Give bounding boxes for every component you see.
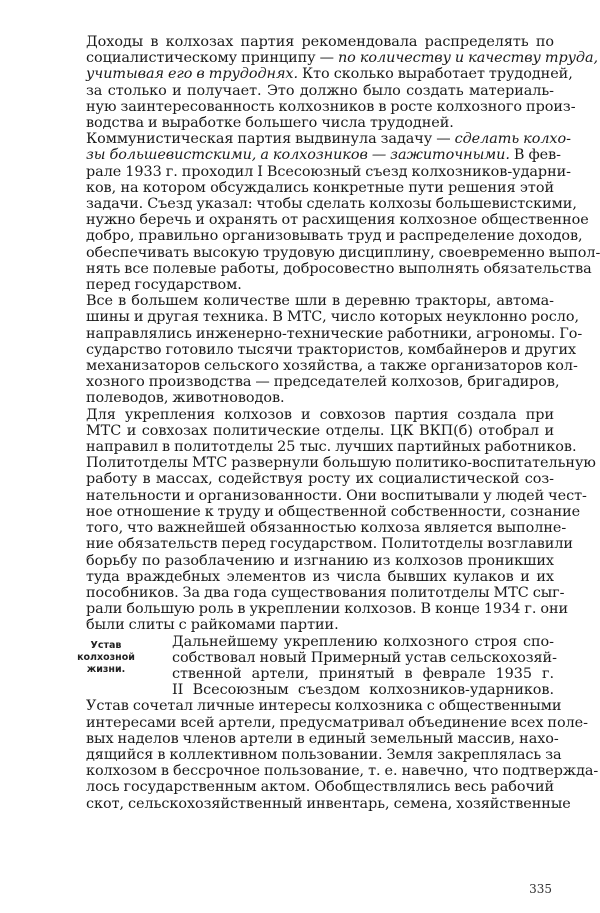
text-line: механизаторов сельского хозяйства, а также организаторов кол- bbox=[86, 358, 578, 375]
text-line: обеспечивать высокую трудовую дисциплину, своевременно выпол- bbox=[86, 244, 600, 261]
italic-emphasis: по количеству и качеству труда, bbox=[337, 50, 599, 67]
text-line: хозного производства — председателей колхозов, бригадиров, bbox=[86, 374, 560, 391]
italic-emphasis: сделать колхо- bbox=[454, 131, 571, 148]
text-line bbox=[64, 50, 599, 67]
text-line: скот, сельскохозяйственный инвентарь, семена, хозяйственные bbox=[86, 795, 571, 812]
paragraph-4 bbox=[64, 406, 596, 634]
text-line: Для укрепления колхозов и совхозов партия создала при bbox=[86, 406, 554, 423]
text-span: В фев- bbox=[509, 147, 561, 164]
text-line: добро, правильно организовывать труд и распределение доходов, bbox=[86, 228, 583, 245]
text-line: пособников. За два года существования политотделы МТС сыг- bbox=[86, 584, 565, 601]
text-line: того, что важнейшей обязанностью колхоза является выполне- bbox=[86, 520, 567, 537]
text-line: рале 1933 г. проходил I Всесоюзный съезд колхозников-ударни- bbox=[86, 163, 571, 180]
text-line: собствовал новый Примерный устав сельскохозяй- bbox=[172, 649, 557, 666]
text-line: МТС и совхозах политические отделы. ЦК ВКП(б) отобрал и bbox=[86, 422, 554, 439]
text-line: Устав сочетал личные интересы колхозника с общественными bbox=[86, 698, 562, 715]
text-span: Кто сколько выработает трудодней, bbox=[298, 66, 573, 83]
paragraph-3 bbox=[64, 293, 583, 407]
margin-note-line: жизни. bbox=[86, 663, 126, 675]
text-line: II Всесоюзным съездом колхозников-ударников. bbox=[172, 682, 554, 699]
page-body bbox=[64, 34, 600, 812]
text-span: Коммунистическая партия выдвинула задачу — bbox=[86, 131, 455, 148]
margin-note bbox=[60, 640, 152, 676]
text-line: шины и другая техника. В МТС, число которых неуклонно росло, bbox=[86, 309, 580, 326]
text-line bbox=[64, 66, 573, 83]
page-number: 335 bbox=[529, 882, 552, 896]
text-line: ков, на котором обсуждались конкретные пути решения этой bbox=[86, 179, 554, 196]
paragraph-5 bbox=[64, 698, 599, 812]
inset-paragraph bbox=[172, 633, 557, 699]
text-line: направлялись инженерно-технические работники, агрономы. Го- bbox=[86, 325, 583, 342]
text-line: за столько и получает. Это должно было создать материаль- bbox=[86, 82, 554, 99]
text-line: интересами всей артели, предусматривал объединение всех поле- bbox=[86, 714, 588, 731]
text-line: Дальнейшему укреплению колхозного строя спо- bbox=[172, 633, 554, 650]
paragraph-1 bbox=[64, 34, 599, 132]
text-line bbox=[64, 147, 561, 164]
text-line: ственной артели, принятый в феврале 1935 г. bbox=[172, 665, 554, 682]
italic-emphasis: зы большевистскими, а колхозников — зажиточными. bbox=[86, 147, 510, 164]
inset-section bbox=[64, 633, 557, 699]
margin-note-line: колхозной bbox=[77, 651, 135, 663]
text-line: лось государственным актом. Обобществлялись весь рабочий bbox=[86, 779, 555, 796]
text-line: ние обязательств перед государством. Политотделы возглавили bbox=[86, 536, 573, 553]
text-line: колхозом в бессрочное пользование, т. е. навечно, что подтвержда- bbox=[86, 763, 599, 780]
text-line: задачи. Съезд указал: чтобы сделать колхозы большевистскими, bbox=[86, 196, 577, 213]
text-line: Доходы в колхозах партия рекомендовала распределять по bbox=[86, 34, 554, 50]
text-line: ную заинтересованность колхозников в росте колхозного произ- bbox=[86, 98, 576, 115]
text-line: дящийся в коллективном пользовании. Земля закреплялась за bbox=[86, 746, 562, 763]
text-line: полеводов, животноводов. bbox=[86, 390, 285, 407]
text-line: ное отношение к труду и общественной собственности, сознание bbox=[86, 503, 581, 520]
text-line: Все в большем количестве шли в деревню тракторы, автома- bbox=[86, 293, 554, 310]
text-line: борьбу по разоблачению и изгнанию из колхозов проникших bbox=[86, 552, 554, 569]
text-line: Политотделы МТС развернули большую политико-воспитательную bbox=[86, 455, 596, 472]
text-line: туда враждебных элементов из числа бывших кулаков и их bbox=[86, 568, 554, 585]
text-line: водства и выработке большего числа трудодней. bbox=[86, 115, 454, 132]
text-span: социалистическому принципу — bbox=[86, 50, 338, 67]
text-line: вых наделов членов артели в единый земельный массив, нахо- bbox=[86, 730, 559, 747]
text-line: были слиты с райкомами партии. bbox=[86, 617, 339, 634]
margin-note-line: Устав bbox=[90, 639, 122, 651]
text-line: нять все полевые работы, добросовестно выполнять обязательства bbox=[86, 260, 592, 277]
text-line: сударство готовило тысячи трактористов, комбайнеров и других bbox=[86, 341, 577, 358]
text-line: нужно беречь и охранять от расхищения колхозное общественное bbox=[86, 212, 589, 229]
paragraph-2 bbox=[64, 131, 600, 294]
text-line: направил в политотделы 25 тыс. лучших партийных работников. bbox=[86, 439, 577, 456]
text-line: нательности и организованности. Они воспитывали у людей чест- bbox=[86, 487, 587, 504]
text-line bbox=[64, 131, 571, 148]
italic-emphasis: учитывая его в трудоднях. bbox=[86, 66, 299, 83]
text-line: рали большую роль в укреплении колхозов. В конце 1934 г. они bbox=[86, 601, 569, 618]
text-line: работу в массах, содействуя росту их социалистической соз- bbox=[86, 471, 554, 488]
text-line: перед государством. bbox=[86, 277, 242, 294]
